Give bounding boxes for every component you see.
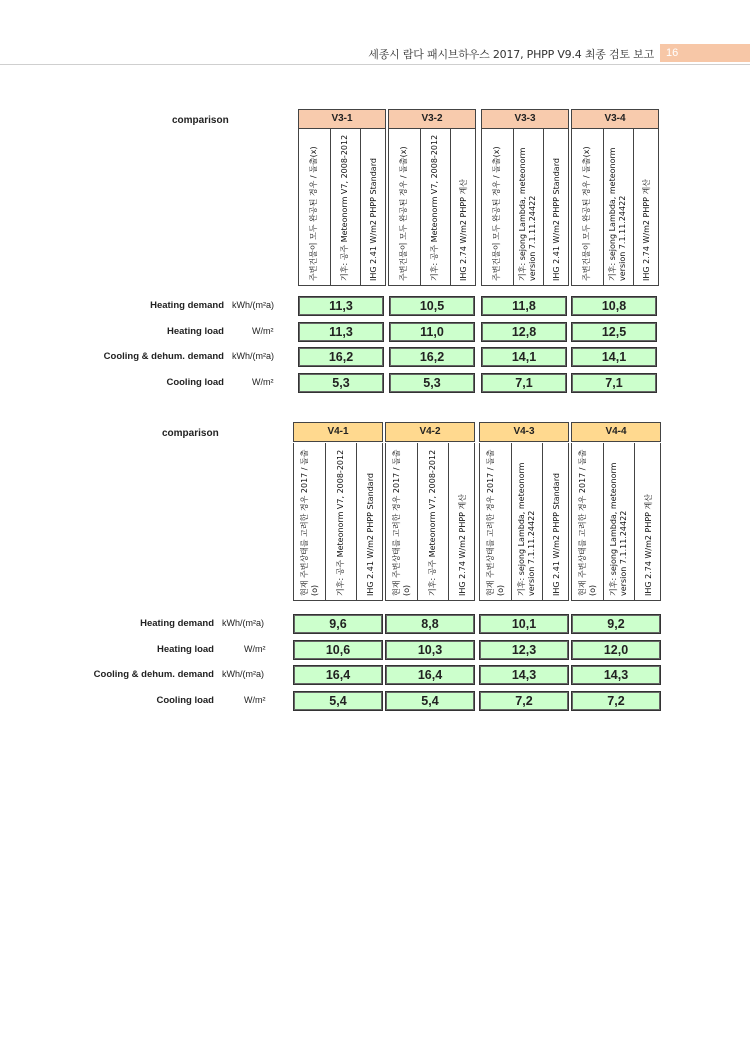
page-header (0, 44, 750, 64)
metric-value: 16,2 (389, 347, 475, 367)
variant-header-v4-1: V4-1 (293, 422, 383, 442)
variant-description-text: 현재 주변상태를 고려한 경우 2017 / 돌출(o) (577, 449, 597, 596)
header-divider (0, 64, 750, 65)
variant-description (293, 443, 383, 601)
metric-label: Heating demand (150, 300, 224, 311)
variant-description-text: 기후: sejong Lambda, meteonorm version 7.1.11.24422 (517, 462, 537, 596)
metric-label: Heating load (166, 326, 224, 337)
metric-value: 11,8 (481, 296, 567, 316)
metric-value: 14,1 (481, 347, 567, 367)
variant-description-text: IHG 2.41 W/m2 PHPP Standard (551, 473, 561, 596)
variant-description (388, 129, 476, 286)
metric-value: 10,3 (385, 640, 475, 660)
metric-value: 5,4 (385, 691, 475, 711)
metric-unit: kWh/(m²a) (232, 351, 274, 361)
variant-description-text: IHG 2.41 W/m2 PHPP Standard (365, 473, 375, 596)
variant-description-text: 기후: sejong Lambda, meteonorm version 7.1.11.24422 (518, 147, 538, 281)
variant-description (571, 443, 661, 601)
metric-unit: kWh/(m²a) (222, 618, 264, 628)
metric-unit: W/m² (252, 377, 274, 387)
variant-description-text: IHG 2.74 W/m2 PHPP 계산 (643, 494, 653, 596)
metric-value: 10,8 (571, 296, 657, 316)
metric-label: Heating demand (140, 618, 214, 629)
comparison-label: comparison (162, 428, 219, 439)
variant-description-text: 주변건물이 모두 완공된 경우 / 돌출(x) (399, 146, 409, 281)
metric-label: Cooling load (166, 377, 224, 388)
variant-header-v4-2: V4-2 (385, 422, 475, 442)
metric-value: 5,3 (389, 373, 475, 393)
metric-value: 12,5 (571, 322, 657, 342)
variant-description-text: 현재 주변상태를 고려한 경우 2017 / 돌출(o) (485, 449, 505, 596)
metric-value: 9,2 (571, 614, 661, 634)
variant-description (298, 129, 386, 286)
metric-value: 12,3 (479, 640, 569, 660)
metric-unit: kWh/(m²a) (222, 669, 264, 679)
metric-value: 14,1 (571, 347, 657, 367)
variant-header-v3-4: V3-4 (571, 109, 659, 129)
metric-value: 14,3 (479, 665, 569, 685)
variant-description-text: 기후: 공주 Meteonorm V7, 2008-2012 (336, 449, 346, 596)
metric-unit: W/m² (244, 695, 266, 705)
variant-description-text: 주변건물이 모두 완공된 경우 / 돌출(x) (492, 146, 502, 281)
variant-description-text: 현재 주변상태를 고려한 경우 2017 / 돌출(o) (391, 449, 411, 596)
metric-value: 11,3 (298, 322, 384, 342)
metric-value: 9,6 (293, 614, 383, 634)
comparison-label: comparison (172, 115, 229, 126)
variant-description-text: IHG 2.41 W/m2 PHPP Standard (551, 158, 561, 281)
metric-value: 7,1 (481, 373, 567, 393)
metric-value: 14,3 (571, 665, 661, 685)
variant-description-text: 기후: sejong Lambda, meteonorm version 7.1.11.24422 (608, 147, 628, 281)
variant-description-text: 기후: sejong Lambda, meteonorm version 7.1.11.24422 (609, 462, 629, 596)
variant-description-text: 기후: 공주 Meteonorm V7, 2008-2012 (428, 449, 438, 596)
report-title: 세종시 람다 패시브하우스 2017, PHPP V9.4 최종 검토 보고 (368, 48, 654, 61)
variant-header-v3-3: V3-3 (481, 109, 569, 129)
metric-value: 12,8 (481, 322, 567, 342)
metric-value: 7,2 (571, 691, 661, 711)
metric-value: 16,4 (293, 665, 383, 685)
variant-header-v3-1: V3-1 (298, 109, 386, 129)
variant-description-text: 현재 주변상태를 고려한 경우 2017 / 돌출(o) (299, 449, 319, 596)
metric-value: 10,6 (293, 640, 383, 660)
metric-label: Cooling load (156, 695, 214, 706)
metric-value: 7,2 (479, 691, 569, 711)
metric-unit: W/m² (252, 326, 274, 336)
metric-value: 11,3 (298, 296, 384, 316)
metric-value: 11,0 (389, 322, 475, 342)
variant-header-v3-2: V3-2 (388, 109, 476, 129)
metric-value: 16,4 (385, 665, 475, 685)
metric-value: 10,5 (389, 296, 475, 316)
metric-label: Cooling & dehum. demand (103, 351, 224, 362)
variant-header-v4-3: V4-3 (479, 422, 569, 442)
metric-value: 10,1 (479, 614, 569, 634)
variant-description-text: 주변건물이 모두 완공된 경우 / 돌출(x) (582, 146, 592, 281)
variant-description (571, 129, 659, 286)
metric-label: Cooling & dehum. demand (93, 669, 214, 680)
variant-description (385, 443, 475, 601)
variant-description-text: IHG 2.41 W/m2 PHPP Standard (368, 158, 378, 281)
variant-description-text: IHG 2.74 W/m2 PHPP 계산 (641, 179, 651, 281)
metric-value: 12,0 (571, 640, 661, 660)
variant-description-text: IHG 2.74 W/m2 PHPP 계산 (457, 494, 467, 596)
variant-description-text: 기후: 공주 Meteonorm V7, 2008-2012 (340, 134, 350, 281)
metric-label: Heating load (156, 644, 214, 655)
variant-header-v4-4: V4-4 (571, 422, 661, 442)
variant-description (481, 129, 569, 286)
variant-description-text: IHG 2.74 W/m2 PHPP 계산 (458, 179, 468, 281)
metric-value: 16,2 (298, 347, 384, 367)
metric-value: 7,1 (571, 373, 657, 393)
variant-description-text: 기후: 공주 Meteonorm V7, 2008-2012 (430, 134, 440, 281)
metric-value: 8,8 (385, 614, 475, 634)
page-number: 16 (660, 44, 750, 62)
metric-value: 5,3 (298, 373, 384, 393)
metric-unit: W/m² (244, 644, 266, 654)
metric-value: 5,4 (293, 691, 383, 711)
variant-description-text: 주변건물이 모두 완공된 경우 / 돌출(x) (309, 146, 319, 281)
metric-unit: kWh/(m²a) (232, 300, 274, 310)
variant-description (479, 443, 569, 601)
